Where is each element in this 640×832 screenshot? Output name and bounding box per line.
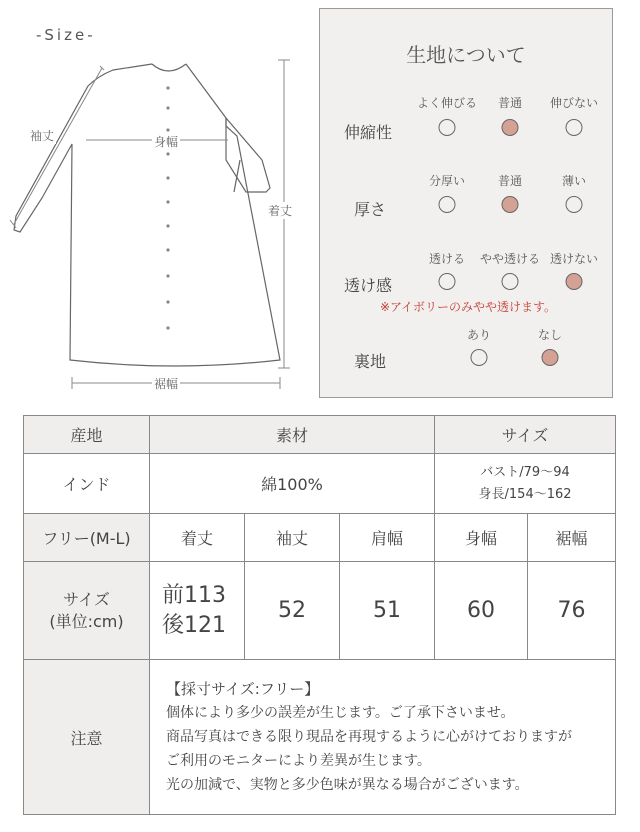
body-width-label: 身幅 bbox=[154, 135, 179, 149]
dress-sketch bbox=[0, 48, 310, 398]
stretch-option-none-circle bbox=[566, 119, 583, 136]
garment-diagram bbox=[0, 48, 310, 402]
thickness-option-thick: 分厚い bbox=[428, 174, 466, 188]
length-value-cell bbox=[150, 562, 245, 660]
fabric-title: 生地について bbox=[406, 43, 526, 67]
thickness-option-thin: 薄い bbox=[561, 174, 587, 188]
stretch-option-high-circle bbox=[439, 119, 456, 136]
body-value: 60 bbox=[435, 562, 528, 660]
notes-label: 注意 bbox=[24, 660, 150, 815]
lining-label: 裏地 bbox=[354, 352, 387, 371]
hem-width-label: 裾幅 bbox=[154, 377, 179, 391]
thickness-option-normal: 普通 bbox=[497, 174, 523, 188]
col-body-header: 身幅 bbox=[435, 514, 528, 562]
sheerness-note: ※アイボリーのみやや透けます。 bbox=[380, 300, 557, 314]
lining-option-yes-circle bbox=[471, 349, 488, 366]
size-spec-table bbox=[23, 415, 616, 815]
stretch-option-normal: 普通 bbox=[497, 96, 523, 110]
height-range: 身長/154～162 bbox=[478, 486, 572, 502]
stretch-option-none: 伸びない bbox=[549, 96, 599, 110]
sheerness-option-none-circle-selected bbox=[566, 273, 583, 290]
sheerness-option-slight-circle bbox=[502, 273, 519, 290]
notes-cell bbox=[150, 660, 616, 815]
size-unit-cell bbox=[24, 562, 150, 660]
sheerness-option-sheer-circle bbox=[439, 273, 456, 290]
bust-range: バスト/79～94 bbox=[480, 464, 570, 480]
stretch-option-high: よく伸びる bbox=[416, 96, 478, 110]
notes-line: ご利用のモニターにより差異が生じます。 bbox=[166, 753, 431, 769]
sheerness-option-none: 透けない bbox=[549, 252, 599, 266]
notes-line: 商品写真はできる限り現品を再現するように心がけておりますが bbox=[166, 729, 572, 745]
col-shoulder-header: 肩幅 bbox=[340, 514, 435, 562]
free-size-label: フリー(M-L) bbox=[24, 514, 150, 562]
thickness-option-normal-circle-selected bbox=[502, 196, 519, 213]
lining-option-yes: あり bbox=[466, 328, 492, 342]
stretch-label: 伸縮性 bbox=[344, 123, 393, 142]
lining-option-no: なし bbox=[537, 328, 563, 342]
thickness-option-thick-circle bbox=[439, 196, 456, 213]
size-label: サイズ bbox=[63, 589, 110, 609]
unit-label: (単位:cm) bbox=[49, 611, 124, 631]
shoulder-value: 51 bbox=[340, 562, 435, 660]
sheerness-option-slight: やや透ける bbox=[479, 252, 541, 266]
col-sleeve-header: 袖丈 bbox=[245, 514, 340, 562]
thickness-option-thin-circle bbox=[566, 196, 583, 213]
notes-line: 光の加減で、実物と多少色味が異なる場合がございます。 bbox=[166, 777, 529, 793]
sleeve-value: 52 bbox=[245, 562, 340, 660]
fabric-info-panel bbox=[319, 8, 613, 398]
col-length-header: 着丈 bbox=[150, 514, 245, 562]
origin-header: 産地 bbox=[24, 416, 150, 454]
sleeve-label: 袖丈 bbox=[30, 129, 55, 143]
length-back: 後121 bbox=[162, 612, 226, 638]
col-hem-header: 裾幅 bbox=[528, 514, 616, 562]
sheerness-option-sheer: 透ける bbox=[428, 252, 466, 266]
hem-value: 76 bbox=[528, 562, 616, 660]
material-header: 素材 bbox=[150, 416, 435, 454]
size-range-cell bbox=[435, 454, 616, 514]
origin-value: インド bbox=[24, 454, 150, 514]
length-label: 着丈 bbox=[268, 204, 293, 218]
size-header: サイズ bbox=[435, 416, 616, 454]
size-title: -Size- bbox=[36, 26, 96, 44]
material-value: 綿100% bbox=[150, 454, 435, 514]
notes-line: 個体により多少の誤差が生じます。ご了承下さいませ。 bbox=[166, 705, 515, 721]
stretch-option-normal-circle-selected bbox=[502, 119, 519, 136]
sheerness-label: 透け感 bbox=[344, 276, 393, 295]
length-front: 前113 bbox=[162, 582, 226, 608]
lining-option-no-circle-selected bbox=[542, 349, 559, 366]
notes-heading: 【採寸サイズ:フリー】 bbox=[166, 680, 320, 698]
thickness-label: 厚さ bbox=[354, 200, 387, 219]
